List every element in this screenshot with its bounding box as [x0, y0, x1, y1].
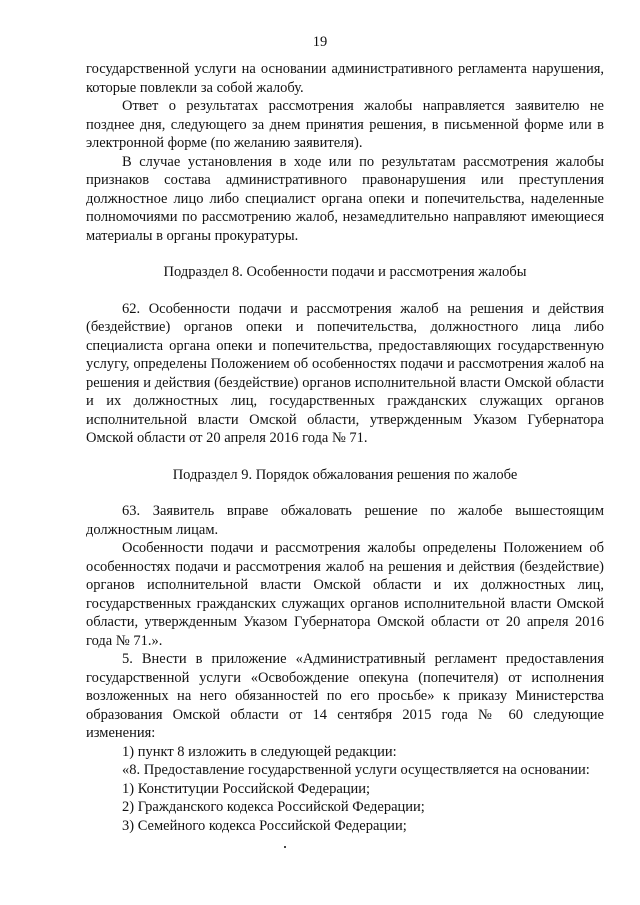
paragraph-5: 5. Внести в приложение «Административный регламент предоставления государственной услуги «Освобождение опекуна (попечителя) от исполнения возложенных на него обязанностей по его просьбе» к приказу Министерства образования Омской области от 14 сентября 2015 года № 60 следующие изменения: [86, 651, 604, 741]
legal-basis-2: 2) Гражданского кодекса Российской Федерации; [122, 799, 425, 815]
paragraph-63: 63. Заявитель вправе обжаловать решение по жалобе вышестоящим должностным лицам. [86, 503, 604, 538]
paragraph-63-details: Особенности подачи и рассмотрения жалобы определены Положением об особенностях подачи и рассмотрения жалоб на решения и действия (бездействие) органов исполнительной власти Омской области и их должностных лиц, государственных гражданских служащих органов исполнительной власти Омской области, утвержденным Указом Губернатора Омской области от 20 апреля 2016 года № 71.». [86, 540, 604, 649]
paragraph-62: 62. Особенности подачи и рассмотрения жалоб на решения и действия (бездействие) органов опеки и попечительства, должностного лица либо специалиста органа опеки и попечительства, предоставляющих государственную услугу, определены Положением об особенностях подачи и рассмотрения жалоб на решения и действия (бездействие) органов исполнительной власти Омской области и их должностных лиц, государственных гражданских служащих органов исполнительной власти Омской области, утвержденным Указом Губернатора Омской области от 20 апреля 2016 года № 71. [86, 300, 604, 446]
page-number: 19 [312, 34, 328, 50]
section-heading-8: Подраздел 8. Особенности подачи и рассмотрения жалобы [163, 264, 527, 280]
paragraph-response: Ответ о результатах рассмотрения жалобы направляется заявителю не позднее дня, следующего за днем принятия решения, в письменной форме или в электронной форме (по желанию заявителя). [86, 98, 604, 151]
list-item-8: «8. Предоставление государственной услуги осуществляется на основании: [122, 762, 590, 778]
document-body [86, 60, 604, 835]
list-item-1: 1) пункт 8 изложить в следующей редакции: [122, 743, 397, 760]
paragraph-violation: В случае установления в ходе или по результатам рассмотрения жалобы признаков состава административного правонарушения или преступления должностное лицо либо специалист органа опеки и попечительства, наделенные полномочиями по рассмотрению жалоб, незамедлительно направляют имеющиеся материалы в органы прокуратуры. [86, 153, 604, 244]
legal-basis-3: 3) Семейного кодекса Российской Федерации; [122, 817, 407, 834]
section-heading-9: Подраздел 9. Порядок обжалования решения по жалобе [172, 466, 518, 483]
paragraph-continuation: государственной услуги на основании административного регламента нарушения, которые повлекли за собой жалобу. [86, 61, 604, 96]
legal-basis-1: 1) Конституции Российской Федерации; [122, 780, 371, 797]
scan-dot [284, 846, 286, 848]
